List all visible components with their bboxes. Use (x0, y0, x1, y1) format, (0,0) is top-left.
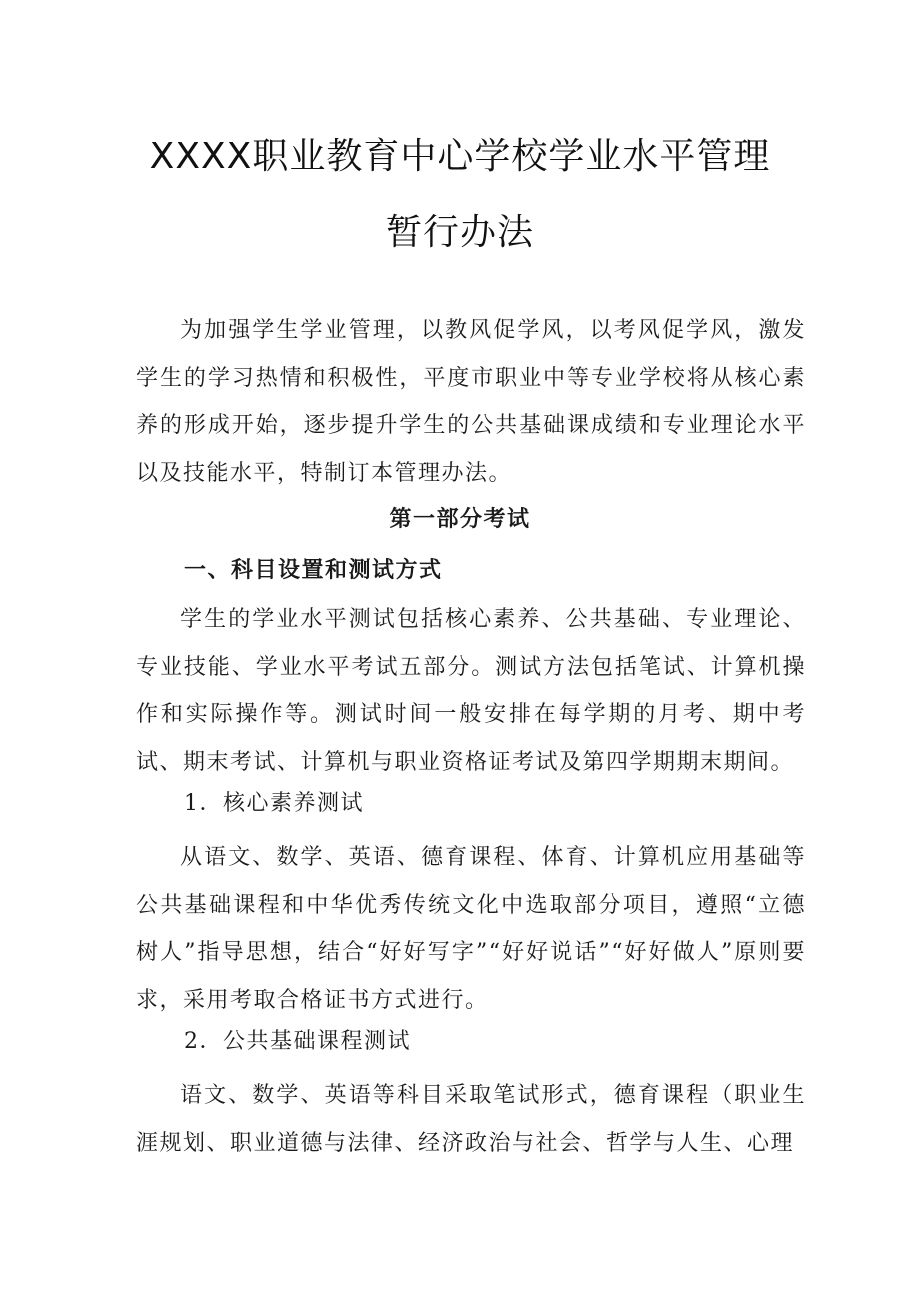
subsection-paragraph-core-literacy: 从语文、数学、英语、德育课程、体育、计算机应用基础等公共基础课程和中华优秀传统文化中选取部分项目，遵照“立德树人”指导思想，结合“好好写字”“好好说话”“好好做人”原则要求，采用考取合格证书方式进行。 (136, 845, 806, 1013)
document-title-line-2: 暂行办法 (385, 212, 534, 253)
part-heading: 第一部分考试 (389, 506, 531, 532)
section-paragraph: 学生的学业水平测试包括核心素养、公共基础、专业理论、专业技能、学业水平考试五部分。测试方法包括笔试、计算机操作和实际操作等。测试时间一般安排在每学期的月考、期中考试、期末考试、计算机与职业资格证考试及第四学期期末期间。 (136, 607, 806, 775)
section-heading: 一、科目设置和测试方式 (184, 557, 443, 583)
intro-paragraph: 为加强学生学业管理，以教风促学风，以考风促学风，激发学生的学习热情和积极性，平度市职业中等专业学校将从核心素养的形成开始，逐步提升学生的公共基础课成绩和专业理论水平以及技能水平，特制订本管理办法。 (136, 318, 806, 486)
subsection-heading-public-courses: 2．公共基础课程测试 (184, 1029, 411, 1054)
subsection-paragraph-public-courses: 语文、数学、英语等科目采取笔试形式，德育课程（职业生涯规划、职业道德与法律、经济政治与社会、哲学与人生、心理 (136, 1083, 806, 1156)
document-title-line-1: XXXX职业教育中心学校学业水平管理 (149, 136, 771, 177)
subsection-heading-core-literacy: 1．核心素养测试 (184, 791, 364, 816)
